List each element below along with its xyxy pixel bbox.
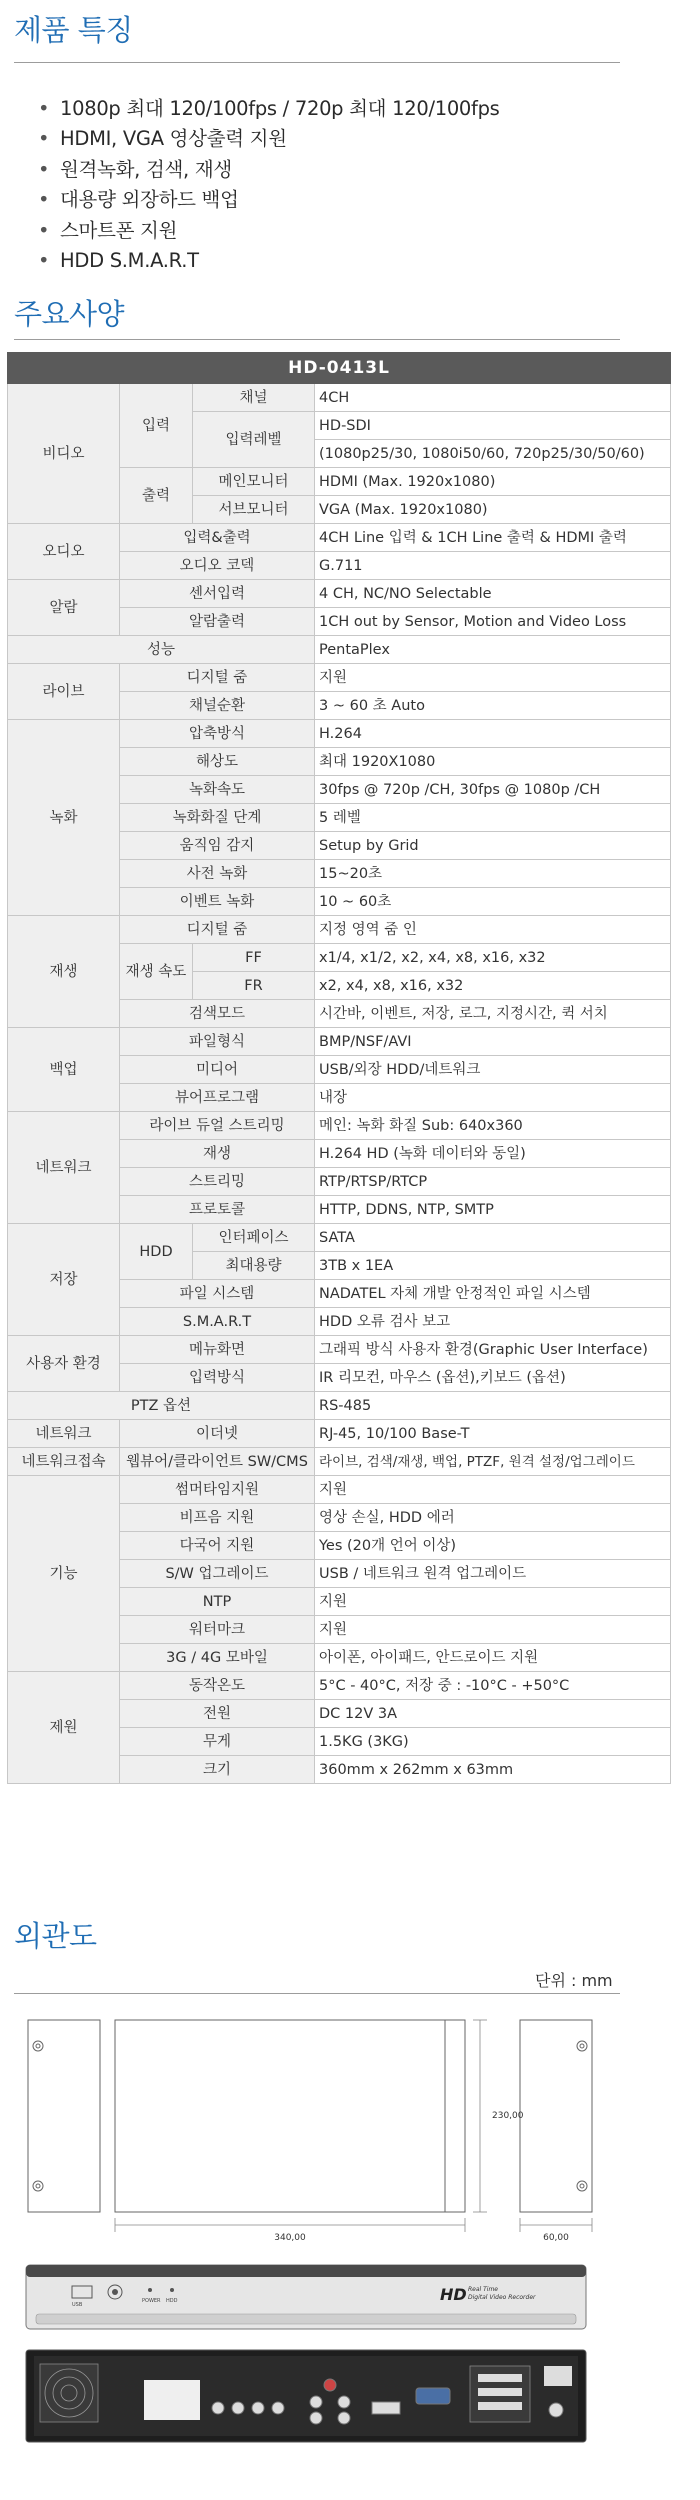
dim-width-label: 340,00 (274, 2233, 306, 2243)
spec-label: 파일 시스템 (120, 1280, 315, 1308)
spec-group: 네트워크 (8, 1420, 120, 1448)
spec-value: 30fps @ 720p /CH, 30fps @ 1080p /CH (315, 776, 671, 804)
spec-value: G.711 (315, 552, 671, 580)
features-title: 제품 특징 (14, 13, 133, 47)
spec-group: 재생 (8, 916, 120, 1028)
spec-value: 라이브, 검색/재생, 백업, PTZF, 원격 설정/업그레이드 (315, 1448, 671, 1476)
spec-value: 지원 (315, 1616, 671, 1644)
spec-group: 라이브 (8, 664, 120, 720)
spec-value: x1/4, x1/2, x2, x4, x8, x16, x32 (315, 944, 671, 972)
spec-label: 비프음 지원 (120, 1504, 315, 1532)
spec-label: 해상도 (120, 748, 315, 776)
spec-value: 내장 (315, 1084, 671, 1112)
front-usb-label: USB (72, 2302, 83, 2308)
spec-value: HD-SDI (315, 412, 671, 440)
spec-label: S.M.A.R.T (120, 1308, 315, 1336)
front-tagline-1: Real Time (468, 2286, 498, 2293)
spec-table (7, 352, 671, 1784)
spec-label: 워터마크 (120, 1616, 315, 1644)
dim-depth-label: 60,00 (543, 2233, 569, 2243)
spec-label: 사전 녹화 (120, 860, 315, 888)
spec-value: 지원 (315, 1476, 671, 1504)
spec-label: 크기 (120, 1756, 315, 1784)
spec-label: 웹뷰어/클라이언트 SW/CMS (120, 1448, 315, 1476)
spec-group: 기능 (8, 1476, 120, 1672)
specs-rule (14, 339, 620, 340)
spec-group: 사용자 환경 (8, 1336, 120, 1392)
spec-label: 움직임 감지 (120, 832, 315, 860)
spec-group: 네트워크 (8, 1112, 120, 1224)
spec-value: 최대 1920X1080 (315, 748, 671, 776)
spec-value: DC 12V 3A (315, 1700, 671, 1728)
spec-value: BMP/NSF/AVI (315, 1028, 671, 1056)
spec-label: 채널순환 (120, 692, 315, 720)
spec-group: 비디오 (8, 384, 120, 524)
spec-label: 오디오 코덱 (120, 552, 315, 580)
spec-value: PentaPlex (315, 636, 671, 664)
spec-label: 프로토콜 (120, 1196, 315, 1224)
spec-label: 재생 (120, 1140, 315, 1168)
spec-value: HDMI (Max. 1920x1080) (315, 468, 671, 496)
spec-value: x2, x4, x8, x16, x32 (315, 972, 671, 1000)
spec-label: 전원 (120, 1700, 315, 1728)
spec-value: 지정 영역 줌 인 (315, 916, 671, 944)
spec-label: 입력레벨 (193, 412, 315, 468)
spec-value: 360mm x 262mm x 63mm (315, 1756, 671, 1784)
spec-value: 영상 손실, HDD 에러 (315, 1504, 671, 1532)
spec-model-header: HD-0413L (8, 353, 671, 384)
spec-label: 메뉴화면 (120, 1336, 315, 1364)
spec-subgroup: 입력 (120, 384, 193, 468)
spec-group: 녹화 (8, 720, 120, 916)
spec-subgroup: 출력 (120, 468, 193, 524)
front-tagline-2: Digital Video Recorder (468, 2294, 536, 2301)
spec-label: 입력&출력 (120, 524, 315, 552)
spec-label: 채널 (193, 384, 315, 412)
spec-label: 다국어 지원 (120, 1532, 315, 1560)
specs-title: 주요사양 (14, 297, 125, 331)
spec-value: 3TB x 1EA (315, 1252, 671, 1280)
spec-label: FF (193, 944, 315, 972)
spec-label: 녹화속도 (120, 776, 315, 804)
spec-value: VGA (Max. 1920x1080) (315, 496, 671, 524)
spec-group: 오디오 (8, 524, 120, 580)
spec-value: NADATEL 자체 개발 안정적인 파일 시스템 (315, 1280, 671, 1308)
spec-label: 디지털 줌 (120, 664, 315, 692)
spec-label: S/W 업그레이드 (120, 1560, 315, 1588)
spec-value: (1080p25/30, 1080i50/60, 720p25/30/50/60) (315, 440, 671, 468)
rear-view (26, 2350, 586, 2442)
spec-label: 인터페이스 (193, 1224, 315, 1252)
spec-label: 입력방식 (120, 1364, 315, 1392)
exterior-title: 외관도 (14, 1919, 97, 1953)
spec-value: H.264 (315, 720, 671, 748)
spec-value: 4CH (315, 384, 671, 412)
spec-label: PTZ 옵션 (8, 1392, 315, 1420)
spec-label: 디지털 줌 (120, 916, 315, 944)
spec-value: HDD 오류 검사 보고 (315, 1308, 671, 1336)
feature-item: • 대용량 외장하드 백업 (38, 185, 500, 215)
spec-value: RTP/RTSP/RTCP (315, 1168, 671, 1196)
spec-label: 성능 (8, 636, 315, 664)
spec-value: 1.5KG (3KG) (315, 1728, 671, 1756)
spec-value: 3 ~ 60 초 Auto (315, 692, 671, 720)
spec-value: SATA (315, 1224, 671, 1252)
spec-group: 제원 (8, 1672, 120, 1784)
spec-group: 저장 (8, 1224, 120, 1336)
dim-height-label: 230,00 (492, 2111, 524, 2121)
spec-label: 동작온도 (120, 1672, 315, 1700)
spec-label: 3G / 4G 모바일 (120, 1644, 315, 1672)
spec-subgroup: 재생 속도 (120, 944, 193, 1000)
spec-value: USB/외장 HDD/네트워크 (315, 1056, 671, 1084)
spec-value: 메인: 녹화 화질 Sub: 640x360 (315, 1112, 671, 1140)
spec-value: 아이폰, 아이패드, 안드로이드 지원 (315, 1644, 671, 1672)
spec-label: 녹화화질 단계 (120, 804, 315, 832)
spec-value: Yes (20개 언어 이상) (315, 1532, 671, 1560)
spec-value: 1CH out by Sensor, Motion and Video Loss (315, 608, 671, 636)
spec-value: 5°C - 40°C, 저장 중 : -10°C - +50°C (315, 1672, 671, 1700)
front-brand-logo: HD (440, 2285, 467, 2304)
spec-value: Setup by Grid (315, 832, 671, 860)
spec-label: 무게 (120, 1728, 315, 1756)
spec-label: 미디어 (120, 1056, 315, 1084)
spec-label: 이더넷 (120, 1420, 315, 1448)
front-hdd-label: HDD (166, 2298, 178, 2304)
spec-value: 시간바, 이벤트, 저장, 로그, 지정시간, 퀵 서치 (315, 1000, 671, 1028)
spec-value: H.264 HD (녹화 데이터와 동일) (315, 1140, 671, 1168)
feature-item: • 원격녹화, 검색, 재생 (38, 155, 500, 185)
spec-group: 네트워크접속 (8, 1448, 120, 1476)
right-side-view (520, 2020, 592, 2212)
feature-item: • 스마트폰 지원 (38, 216, 500, 246)
spec-value: RJ-45, 10/100 Base-T (315, 1420, 671, 1448)
left-side-view (28, 2020, 100, 2212)
exterior-drawing (0, 1990, 700, 2495)
spec-value: 4 CH, NC/NO Selectable (315, 580, 671, 608)
spec-value: 그래픽 방식 사용자 환경(Graphic User Interface) (315, 1336, 671, 1364)
spec-label: 뷰어프로그램 (120, 1084, 315, 1112)
feature-item: • HDMI, VGA 영상출력 지원 (38, 124, 500, 154)
spec-label: 알람출력 (120, 608, 315, 636)
spec-label: 최대용량 (193, 1252, 315, 1280)
spec-value: 지원 (315, 664, 671, 692)
spec-group: 알람 (8, 580, 120, 636)
spec-value: 10 ~ 60초 (315, 888, 671, 916)
spec-label: 이벤트 녹화 (120, 888, 315, 916)
spec-value: 5 레벨 (315, 804, 671, 832)
spec-label: 라이브 듀얼 스트리밍 (120, 1112, 315, 1140)
spec-group: 백업 (8, 1028, 120, 1112)
spec-value: HTTP, DDNS, NTP, SMTP (315, 1196, 671, 1224)
spec-value: RS-485 (315, 1392, 671, 1420)
spec-label: 썸머타임지원 (120, 1476, 315, 1504)
spec-label: 서브모니터 (193, 496, 315, 524)
unit-label: 단위 : mm (535, 1971, 613, 1990)
spec-value: IR 리모컨, 마우스 (옵션),키보드 (옵션) (315, 1364, 671, 1392)
feature-list (38, 94, 500, 276)
spec-value: 15~20초 (315, 860, 671, 888)
front-power-label: POWER (142, 2298, 161, 2304)
features-rule (14, 62, 620, 63)
feature-item: • 1080p 최대 120/100fps / 720p 최대 120/100fps (38, 94, 500, 124)
spec-label: NTP (120, 1588, 315, 1616)
spec-label: 검색모드 (120, 1000, 315, 1028)
spec-label: 센서입력 (120, 580, 315, 608)
spec-label: 파일형식 (120, 1028, 315, 1056)
spec-label: 압축방식 (120, 720, 315, 748)
spec-value: USB / 네트워크 원격 업그레이드 (315, 1560, 671, 1588)
spec-label: FR (193, 972, 315, 1000)
spec-label: 스트리밍 (120, 1168, 315, 1196)
feature-item: • HDD S.M.A.R.T (38, 246, 500, 276)
spec-label: 메인모니터 (193, 468, 315, 496)
spec-value: 지원 (315, 1588, 671, 1616)
spec-subgroup: HDD (120, 1224, 193, 1280)
top-view (115, 2020, 465, 2212)
spec-value: 4CH Line 입력 & 1CH Line 출력 & HDMI 출력 (315, 524, 671, 552)
